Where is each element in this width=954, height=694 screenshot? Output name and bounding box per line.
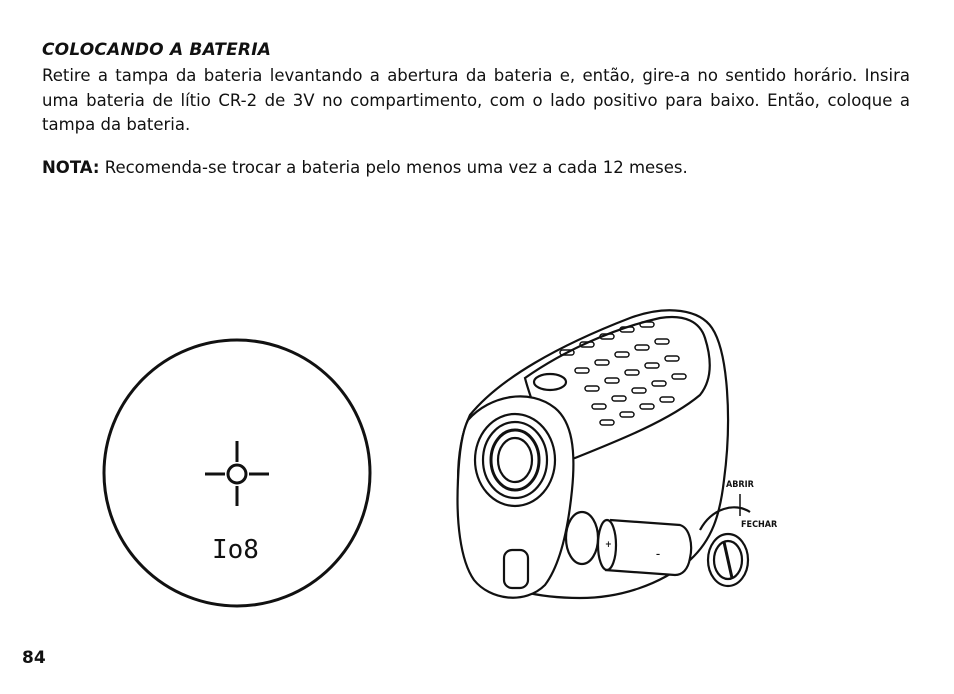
label-open: ABRIR	[726, 480, 754, 490]
section-heading: COLOCANDO A BATERIA	[42, 40, 272, 60]
battery-negative-label: –	[656, 550, 661, 560]
viewfinder-distance-readout: Io8	[212, 535, 259, 565]
crosshair-icon	[205, 441, 269, 506]
instructions-paragraph: Retire a tampa da bateria levantando a abertura da bateria e, então, gire-a no sentido horário. Insira uma bateria de lítio CR-2 de 3V no compartimento, com o lado positivo para baixo. Então, coloque a tampa da bateria.	[42, 66, 910, 134]
battery-positive-label: +	[605, 540, 612, 550]
label-close: FECHAR	[741, 520, 778, 530]
battery-cap-icon	[708, 534, 748, 586]
rangefinder-device	[458, 310, 750, 598]
page-number: 84	[22, 648, 46, 668]
viewfinder-display	[104, 340, 370, 606]
note-label: NOTA:	[42, 158, 100, 177]
note-text: Recomenda-se trocar a bateria pelo menos uma vez a cada 12 meses.	[99, 158, 688, 177]
battery-icon	[598, 520, 691, 575]
